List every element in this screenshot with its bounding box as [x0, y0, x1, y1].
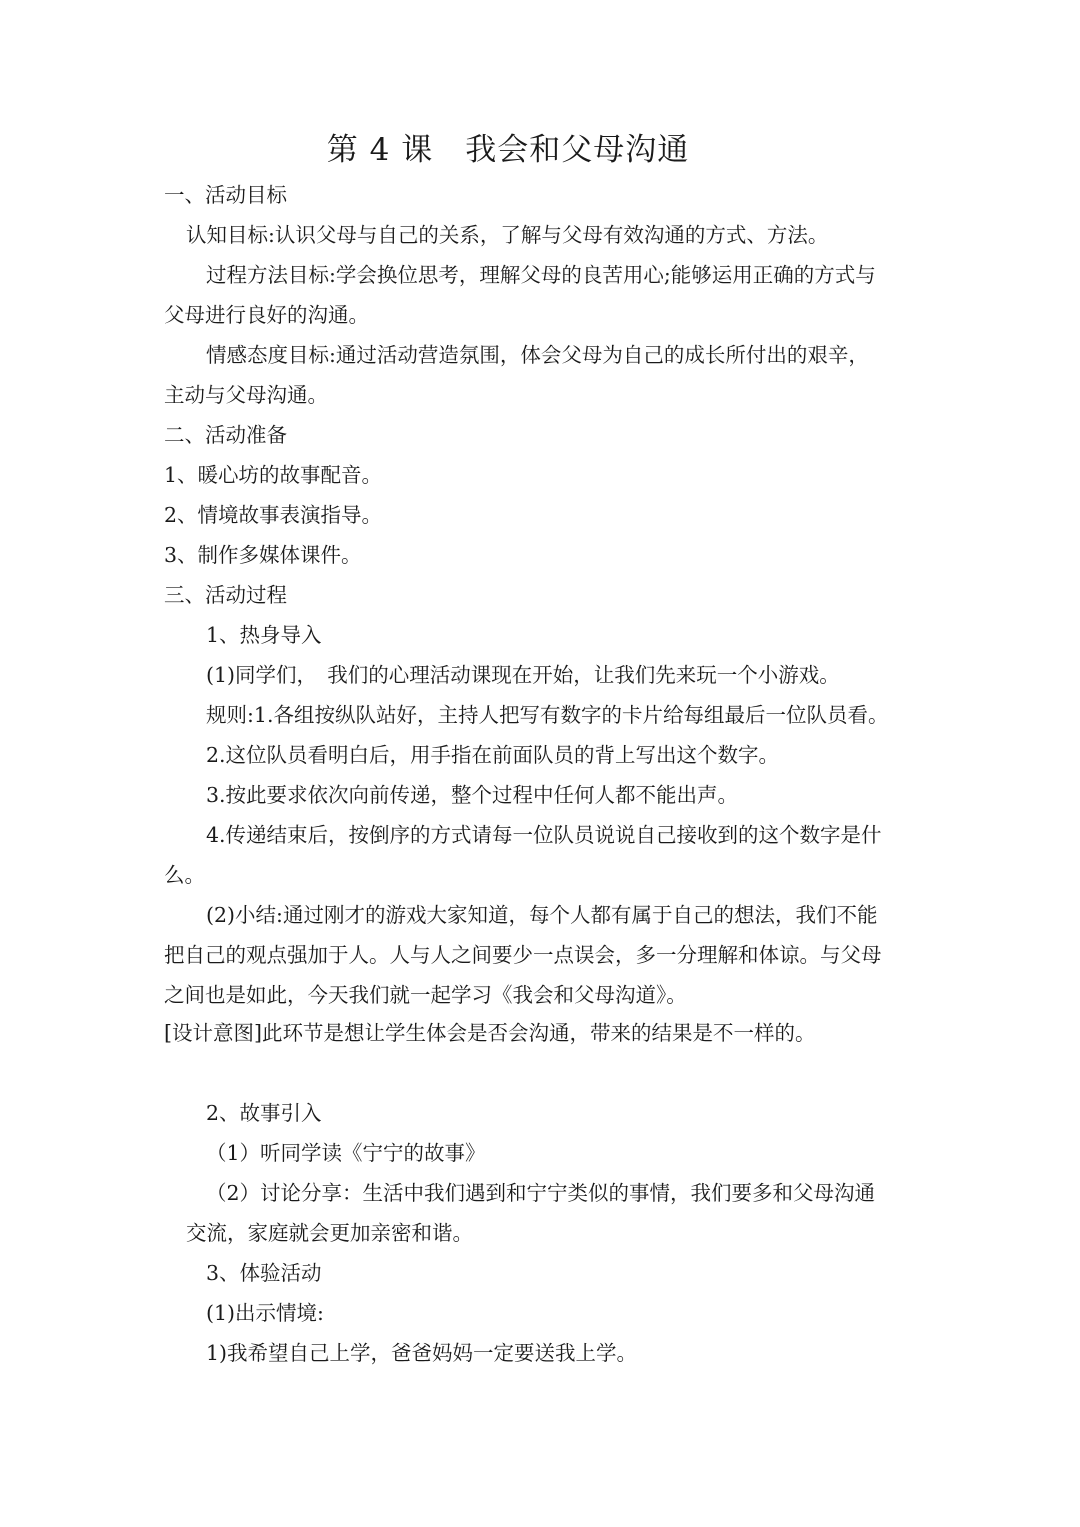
section-heading-process: 三、活动过程 [164, 583, 287, 607]
paragraph-line: 规则:1.各组按纵队站好，主持人把写有数字的卡片给每组最后一位队员看。 [206, 703, 889, 727]
paragraph-line: （1）听同学读《宁宁的故事》 [206, 1141, 486, 1165]
subsection-heading: 1、热身导入 [206, 623, 322, 647]
paragraph-line: (1)同学们， 我们的心理活动课现在开始，让我们先来玩一个小游戏。 [206, 663, 840, 687]
paragraph-line: (2)小结:通过刚才的游戏大家知道，每个人都有属于自己的想法，我们不能 [206, 903, 878, 927]
paragraph-line: 之间也是如此，今天我们就一起学习《我会和父母沟道》。 [164, 983, 687, 1007]
paragraph-line: 情感态度目标:通过活动营造氛围，体会父母为自己的成长所付出的艰辛， [206, 343, 869, 367]
subsection-heading: 2、故事引入 [206, 1101, 322, 1125]
paragraph-line: （2）讨论分享：生活中我们遇到和宁宁类似的事情，我们要多和父母沟通 [206, 1181, 876, 1205]
section-heading-preparation: 二、活动准备 [164, 423, 287, 447]
lesson-title: 第 4 课 我会和父母沟通 [326, 132, 690, 168]
paragraph-line: 3.按此要求依次向前传递，整个过程中任何人都不能出声。 [206, 783, 739, 807]
paragraph-line: 父母进行良好的沟通。 [164, 303, 369, 327]
paragraph-line: 2.这位队员看明白后，用手指在前面队员的背上写出这个数字。 [206, 743, 780, 767]
paragraph-line: 把自己的观点强加于人。人与人之间要少一点误会，多一分理解和体谅。与父母 [164, 943, 882, 967]
paragraph-line: 交流，家庭就会更加亲密和谐。 [186, 1221, 473, 1245]
paragraph-line: 主动与父母沟通。 [164, 383, 328, 407]
list-item: 1、暖心坊的故事配音。 [164, 463, 383, 487]
paragraph-line: (1)出示情境: [206, 1301, 324, 1325]
section-heading-goals: 一、活动目标 [164, 183, 287, 207]
list-item: 3、制作多媒体课件。 [164, 543, 362, 567]
subsection-heading: 3、体验活动 [206, 1261, 322, 1285]
paragraph-line: 4.传递结束后，按倒序的方式请每一位队员说说自己接收到的这个数字是什 [206, 823, 882, 847]
design-intent-note: [设计意图]此环节是想让学生体会是否会沟通，带来的结果是不一样的。 [164, 1021, 816, 1045]
paragraph-line: 过程方法目标:学会换位思考，理解父母的良苦用心;能够运用正确的方式与 [206, 263, 876, 287]
paragraph-line: 1)我希望自己上学，爸爸妈妈一定要送我上学。 [206, 1341, 638, 1365]
paragraph-line: 认知目标:认识父母与自己的关系，了解与父母有效沟通的方式、方法。 [186, 223, 829, 247]
paragraph-line: 么。 [164, 863, 205, 887]
list-item: 2、情境故事表演指导。 [164, 503, 383, 527]
